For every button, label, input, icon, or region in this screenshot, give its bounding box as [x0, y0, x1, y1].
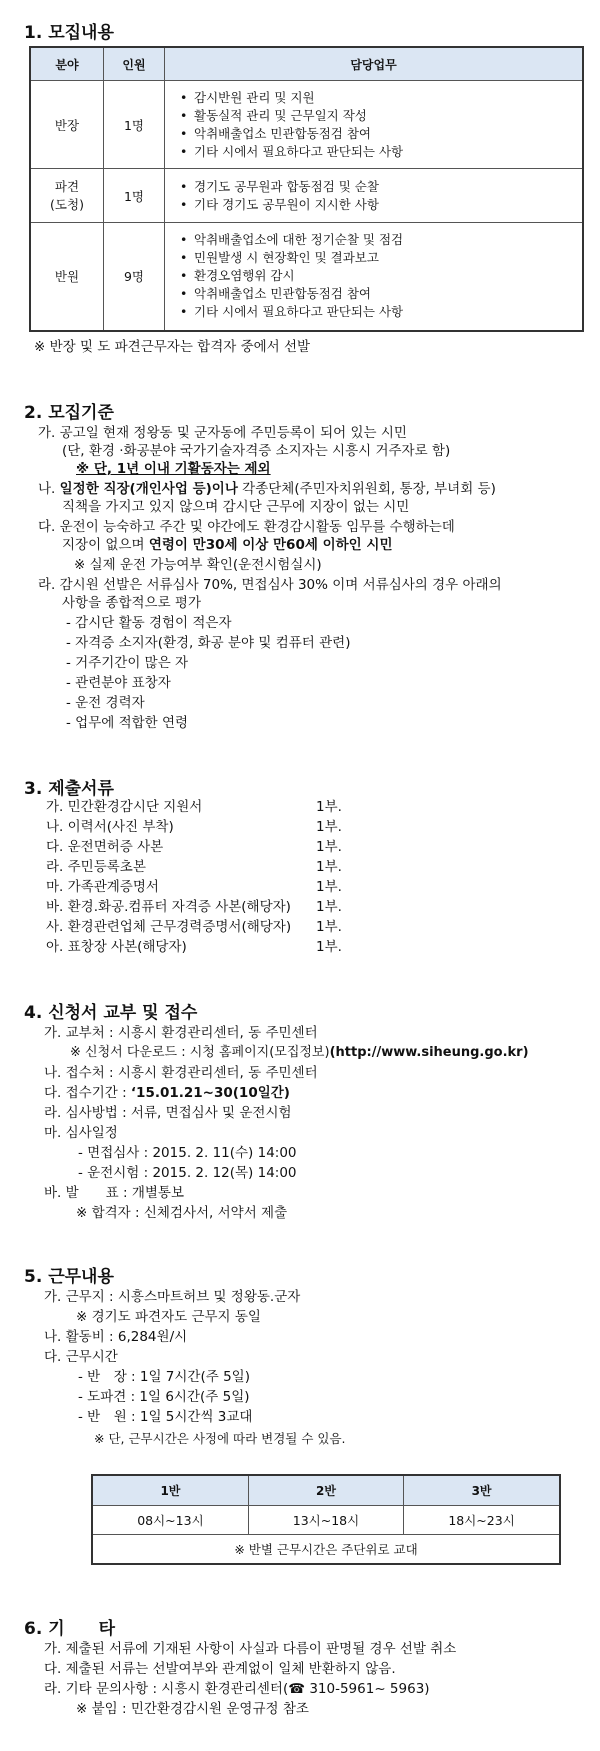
section-1-note: ※ 반장 및 도 파견근무자는 합격자 중에서 선발	[34, 339, 311, 355]
document-item: 가. 민간환경감시단 지원서 1부.	[46, 799, 342, 815]
criteria-exclusion: ※ 단, 1년 이내 기활동자는 제외	[76, 461, 271, 477]
hours-item: - 반 장 : 1일 7시간(주 5일)	[78, 1369, 250, 1385]
table-row	[30, 169, 583, 223]
application-line: 다. 접수기간 : ‘15.01.21~30(10일간)	[44, 1085, 290, 1101]
duty-item: • 감시반원 관리 및 지원	[180, 89, 581, 107]
criteria-item: - 관련분야 표창자	[66, 675, 171, 691]
row-count: 9명	[104, 223, 165, 331]
duty-item: • 기타 시에서 필요하다고 판단되는 사항	[180, 303, 581, 321]
table-row	[30, 223, 583, 331]
criteria-item: - 자격증 소지자(환경, 화공 분야 및 컴퓨터 관련)	[66, 635, 351, 651]
shift-header: 1반	[92, 1475, 248, 1506]
table-row	[30, 81, 583, 169]
schedule-item: - 면접심사 : 2015. 2. 11(수) 14:00	[78, 1145, 297, 1161]
document-item: 나. 이력서(사진 부착) 1부.	[46, 819, 342, 835]
shift-note: ※ 반별 근무시간은 주단위로 교대	[92, 1535, 560, 1565]
application-line: 나. 접수처 : 시흥시 환경관리센터, 동 주민센터	[44, 1065, 318, 1081]
criteria-item: - 업무에 적합한 연령	[66, 715, 189, 731]
recruitment-table	[29, 46, 584, 332]
row-field: 반장	[30, 81, 104, 169]
hours-item: - 도파견 : 1일 6시간(주 5일)	[78, 1389, 250, 1405]
criteria-line: 직책을 가지고 있지 않으며 감시단 근무에 지장이 없는 시민	[62, 499, 410, 515]
application-line: 바. 발 표 : 개별통보	[44, 1185, 185, 1201]
table-row	[92, 1535, 560, 1565]
criteria-line: 라. 감시원 선발은 서류심사 70%, 면접심사 30% 이며 서류심사의 경우 아래의	[38, 577, 502, 593]
shift-time: 08시~13시	[92, 1506, 248, 1535]
misc-line: 라. 기타 문의사항 : 시흥시 환경관리센터(☎ 310-5961~ 5963)	[44, 1681, 430, 1697]
document-item: 라. 주민등록초본 1부.	[46, 859, 342, 875]
duty-item: • 민원발생 시 현장확인 및 결과보고	[180, 249, 581, 267]
header-duties: 담당업무	[165, 47, 584, 81]
section-5-title: 5. 근무내용	[24, 1267, 114, 1287]
document-item: 바. 환경.화공.컴퓨터 자격증 사본(해당자) 1부.	[46, 899, 342, 915]
duty-item: • 기타 시에서 필요하다고 판단되는 사항	[180, 143, 581, 161]
application-line: ※ 합격자 : 신체검사서, 서약서 제출	[76, 1205, 288, 1221]
criteria-line: 나. 일정한 직장(개인사업 등)이나 각종단체(주민자치위원회, 통장, 부녀회 등)	[38, 481, 496, 497]
row-count: 1명	[104, 169, 165, 223]
shift-header: 2반	[248, 1475, 403, 1506]
section-3-title: 3. 제출서류	[24, 779, 114, 799]
table-row	[92, 1506, 560, 1535]
misc-line: ※ 붙임 : 민간환경감시원 운영규정 참조	[76, 1701, 309, 1717]
work-line: 나. 활동비 : 6,284원/시	[44, 1329, 188, 1345]
section-1-title: 1. 모집내용	[24, 23, 114, 43]
criteria-line: (단, 환경 ·화공분야 국가기술자격증 소지자는 시흥시 거주자로 함)	[62, 443, 451, 459]
shift-time: 13시~18시	[248, 1506, 403, 1535]
shift-table	[91, 1474, 561, 1565]
criteria-item: - 운전 경력자	[66, 695, 145, 711]
hours-note: ※ 단, 근무시간은 사정에 따라 변경될 수 있음.	[94, 1431, 346, 1446]
duty-item: • 악취배출업소 민관합동점검 참여	[180, 125, 581, 143]
header-field: 분야	[30, 47, 104, 81]
duty-item: • 기타 경기도 공무원이 지시한 사항	[180, 196, 581, 214]
work-line: 가. 근무지 : 시흥스마트허브 및 정왕동.군자	[44, 1289, 301, 1305]
header-count: 인원	[104, 47, 165, 81]
duty-item: • 악취배출업소 민관합동점검 참여	[180, 285, 581, 303]
schedule-item: - 운전시험 : 2015. 2. 12(목) 14:00	[78, 1165, 297, 1181]
duty-item: • 악취배출업소에 대한 정기순찰 및 점검	[180, 231, 581, 249]
criteria-line: 지장이 없으며 연령이 만30세 이상 만60세 이하인 시민	[62, 537, 393, 553]
criteria-item: - 거주기간이 많은 자	[66, 655, 189, 671]
document-item: 마. 가족관계증명서 1부.	[46, 879, 342, 895]
row-field: 파견 (도청)	[30, 169, 104, 223]
homepage-link[interactable]: (http://www.siheung.go.kr)	[329, 1045, 529, 1060]
duty-item: • 경기도 공무원과 합동점검 및 순찰	[180, 178, 581, 196]
row-field: 반원	[30, 223, 104, 331]
shift-header: 3반	[404, 1475, 560, 1506]
criteria-line: ※ 실제 운전 가능여부 확인(운전시험실시)	[74, 557, 322, 573]
document-item: 사. 환경관련업체 근무경력증명서(해당자) 1부.	[46, 919, 342, 935]
section-4-title: 4. 신청서 교부 및 접수	[24, 1003, 198, 1023]
duty-item: • 환경오염행위 감시	[180, 267, 581, 285]
application-line: 가. 교부처 : 시흥시 환경관리센터, 동 주민센터	[44, 1025, 318, 1041]
misc-line: 가. 제출된 서류에 기재된 사항이 사실과 다름이 판명될 경우 선발 취소	[44, 1641, 457, 1657]
work-line: 다. 근무시간	[44, 1349, 118, 1365]
criteria-item: - 감시단 활동 경험이 적은자	[66, 615, 232, 631]
section-2-title: 2. 모집기준	[24, 403, 114, 423]
misc-line: 다. 제출된 서류는 선발여부와 관계없이 일체 반환하지 않음.	[44, 1661, 396, 1677]
section-6-title: 6. 기 타	[24, 1619, 116, 1639]
application-line: 라. 심사방법 : 서류, 면접심사 및 운전시험	[44, 1105, 292, 1121]
application-download: ※ 신청서 다운로드 : 시청 홈페이지(모집정보)(http://www.siheung.go.kr)	[70, 1045, 529, 1060]
document-item: 아. 표창장 사본(해당자) 1부.	[46, 939, 342, 955]
row-count: 1명	[104, 81, 165, 169]
criteria-line: 사항을 종합적으로 평가	[62, 595, 201, 611]
work-line: ※ 경기도 파견자도 근무지 동일	[76, 1309, 261, 1325]
duty-item: • 활동실적 관리 및 근무일지 작성	[180, 107, 581, 125]
criteria-line: 가. 공고일 현재 정왕동 및 군자동에 주민등록이 되어 있는 시민	[38, 425, 407, 441]
shift-time: 18시~23시	[404, 1506, 560, 1535]
criteria-line: 다. 운전이 능숙하고 주간 및 야간에도 환경감시활동 임무를 수행하는데	[38, 519, 455, 535]
document-item: 다. 운전면허증 사본 1부.	[46, 839, 342, 855]
hours-item: - 반 원 : 1일 5시간씩 3교대	[78, 1409, 253, 1425]
application-line: 마. 심사일정	[44, 1125, 118, 1141]
